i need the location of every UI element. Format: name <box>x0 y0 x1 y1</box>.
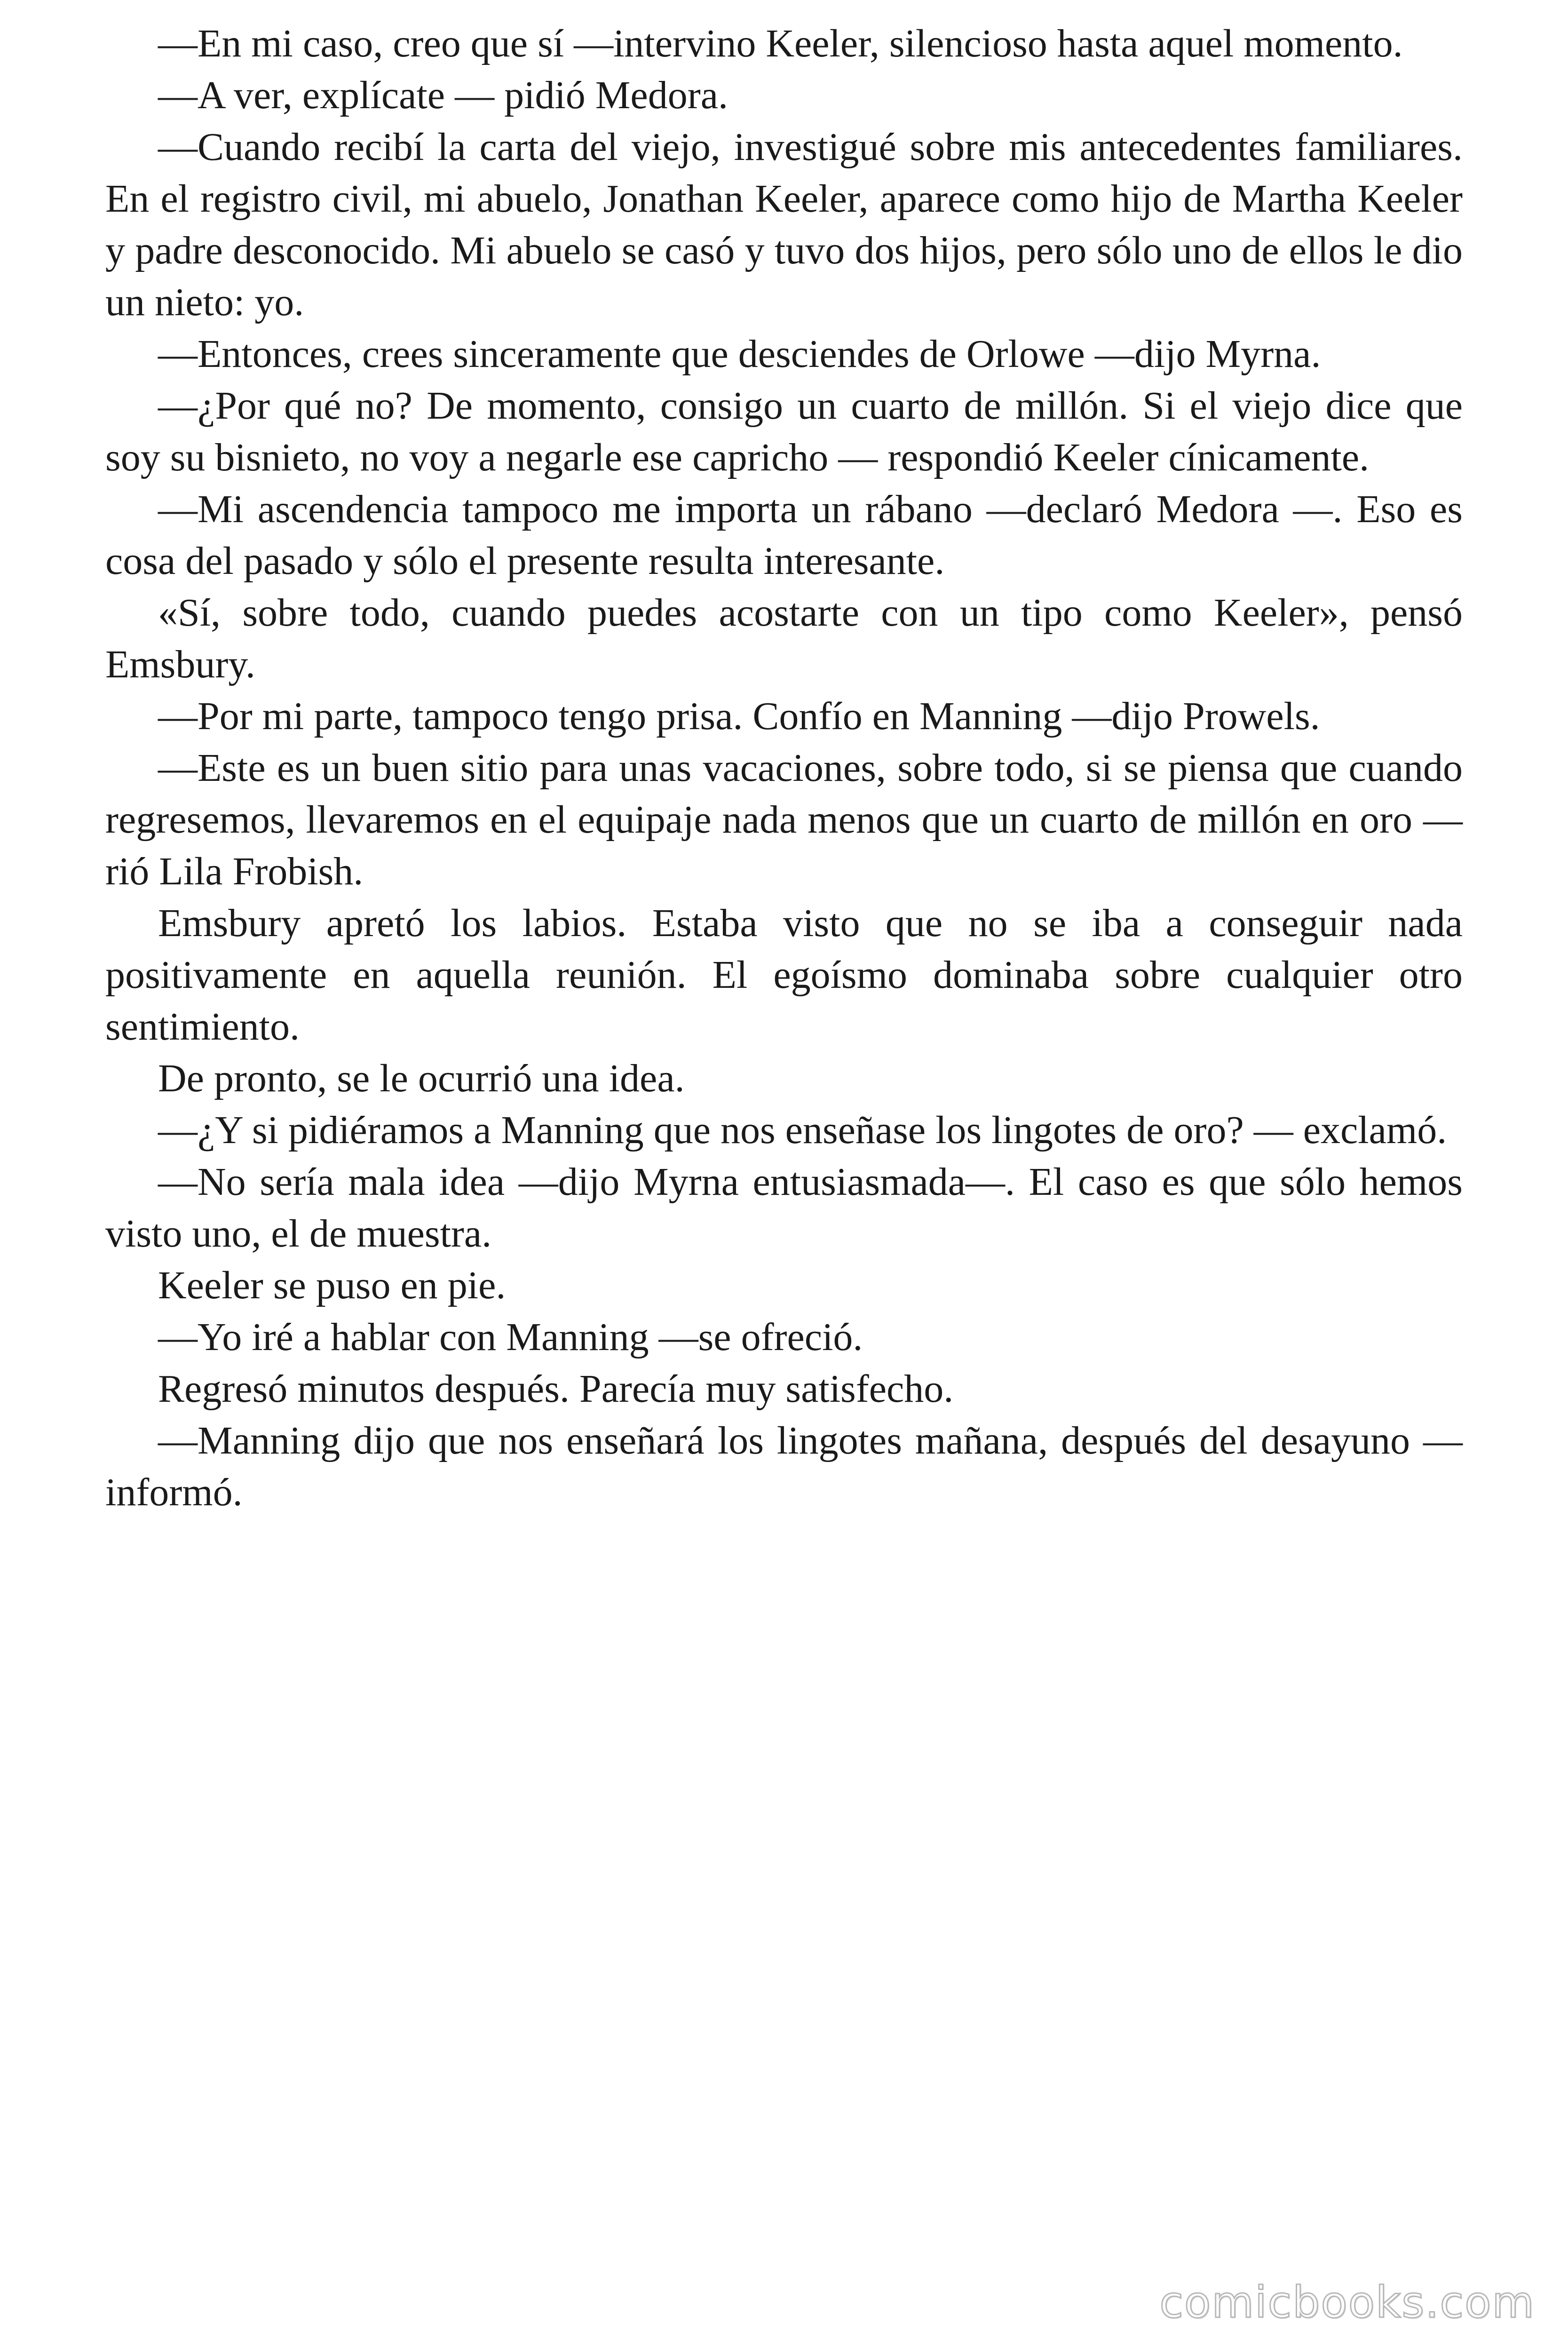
paragraph: «Sí, sobre todo, cuando puedes acostarte con un tipo como Keeler», pensó Emsbury. <box>105 591 1463 686</box>
paragraph: —Manning dijo que nos enseñará los lingotes mañana, después del desayuno —informó. <box>105 1419 1463 1514</box>
paragraph: De pronto, se le ocurrió una idea. <box>158 1057 685 1100</box>
paragraph: —Este es un buen sitio para unas vacaciones, sobre todo, si se piensa que cuando regresemos, llevaremos en el equipaje nada menos que un cuarto de millón en oro —rió Lila Frobish. <box>105 746 1463 893</box>
paragraph: —En mi caso, creo que sí —intervino Keeler, silencioso hasta aquel momento. <box>158 22 1403 65</box>
paragraph: Emsbury apretó los labios. Estaba visto que no se iba a conseguir nada positivamente en aquella reunión. El egoísmo dominaba sobre cualquier otro sentimiento. <box>105 901 1463 1049</box>
paragraph: Regresó minutos después. Parecía muy satisfecho. <box>158 1367 954 1411</box>
body-text <box>105 18 1463 1518</box>
paragraph: —Cuando recibí la carta del viejo, investigué sobre mis antecedentes familiares. En el registro civil, mi abuelo, Jonathan Keeler, aparece como hijo de Martha Keeler y padre desconocido. Mi abuelo se casó y tuvo dos hijos, pero sólo uno de ellos le dio un nieto: yo. <box>105 125 1463 324</box>
paragraph: Keeler se puso en pie. <box>158 1263 506 1307</box>
paragraph: —Por mi parte, tampoco tengo prisa. Confío en Manning —dijo Prowels. <box>158 694 1320 738</box>
paragraph: —Entonces, crees sinceramente que desciendes de Orlowe —dijo Myrna. <box>158 332 1321 376</box>
paragraph: —Yo iré a hablar con Manning —se ofreció. <box>158 1315 863 1359</box>
paragraph: —Mi ascendencia tampoco me importa un rábano —declaró Medora —. Eso es cosa del pasado y sólo el presente resulta interesante. <box>105 487 1463 583</box>
paragraph: —¿Por qué no? De momento, consigo un cuarto de millón. Si el viejo dice que soy su bisnieto, no voy a negarle ese capricho — respondió Keeler cínicamente. <box>105 384 1463 479</box>
paragraph: —No sería mala idea —dijo Myrna entusiasmada—. El caso es que sólo hemos visto uno, el de muestra. <box>105 1160 1463 1255</box>
paragraph: —¿Y si pidiéramos a Manning que nos enseñase los lingotes de oro? — exclamó. <box>158 1108 1447 1152</box>
paragraph: —A ver, explícate — pidió Medora. <box>158 73 728 117</box>
watermark: comicbooks.com <box>1159 2277 1535 2328</box>
